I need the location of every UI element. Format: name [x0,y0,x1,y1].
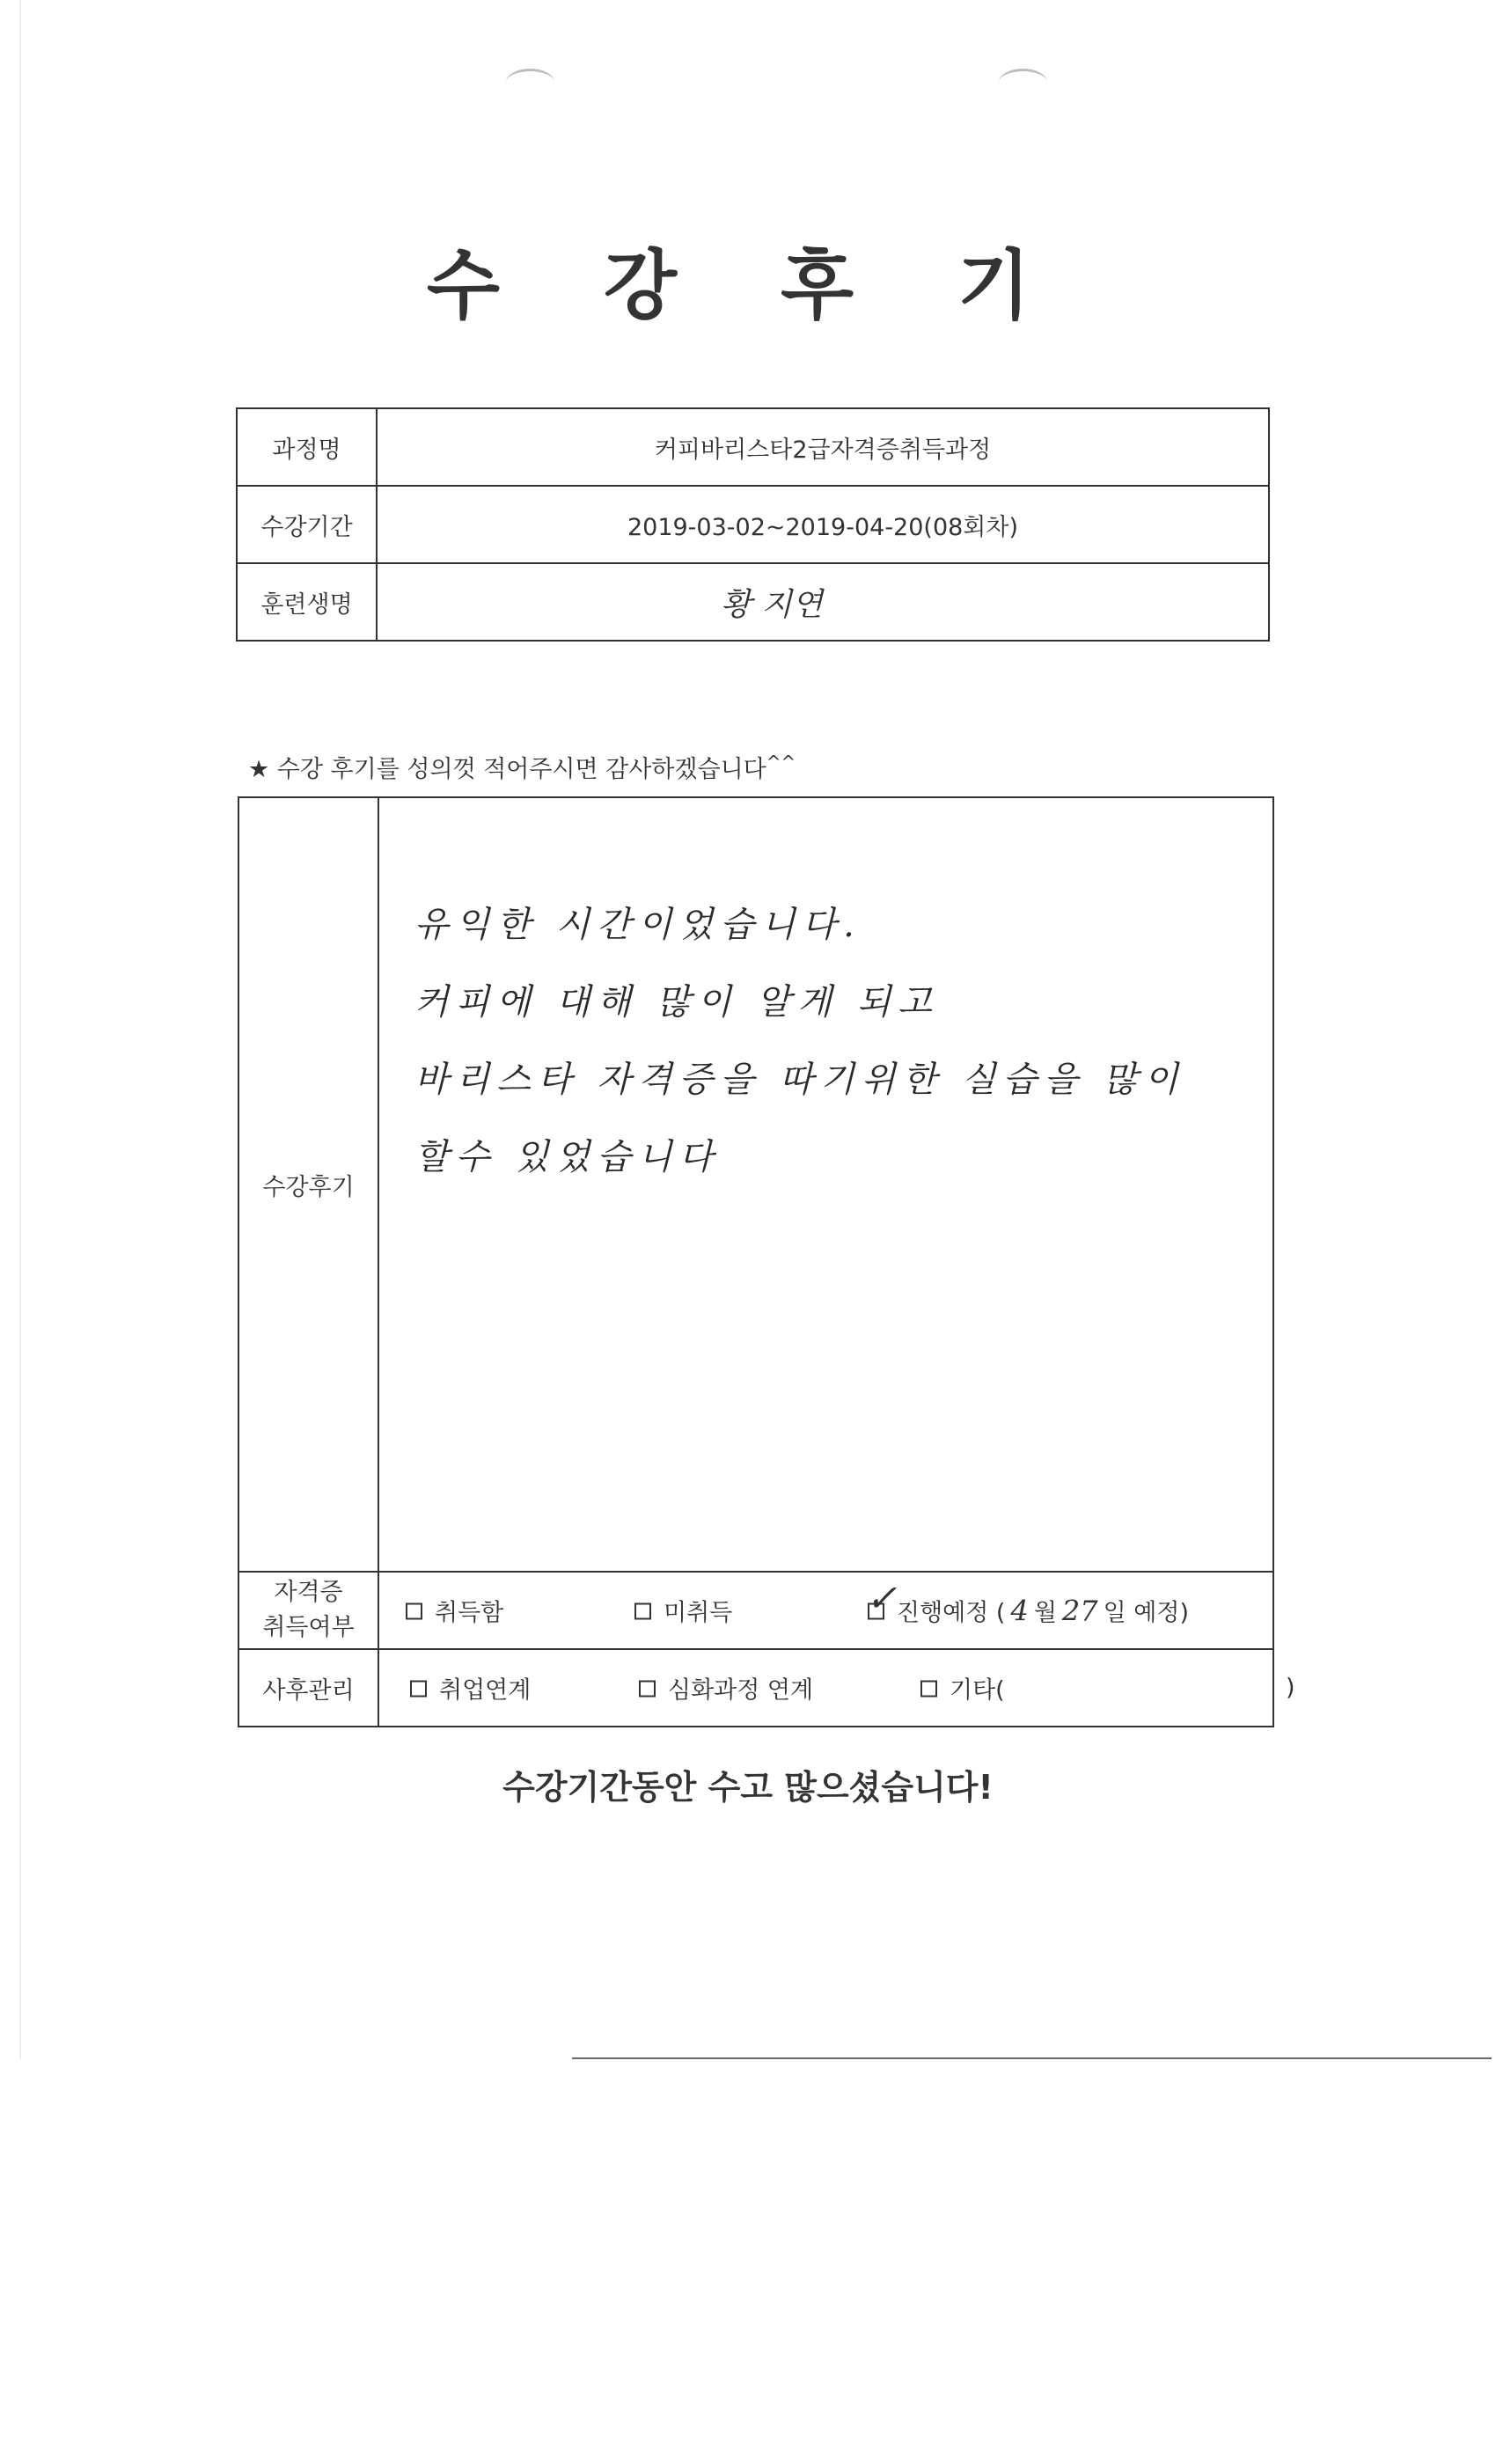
option-other[interactable] [920,1671,1005,1705]
certification-row [238,1572,1273,1649]
checkbox[interactable] [920,1681,937,1698]
aftercare-options [378,1649,1295,1727]
review-line: 유익한 시간이었습니다. [414,905,862,945]
scheduled-month: 4 [1010,1594,1029,1628]
review-label: 수강후기 [238,797,378,1572]
course-value: 커피바리스타2급자격증취득과정 [377,408,1269,486]
checkbox[interactable] [634,1603,651,1620]
period-row [237,486,1269,563]
option-other-close: ) [1286,1674,1295,1702]
scan-bottom-edge [572,2057,1492,2059]
course-label: 과정명 [237,408,377,486]
trainee-label: 훈련생명 [237,563,377,641]
review-line: 커피에 대해 많이 알게 되고 [414,982,939,1023]
review-line: 할수 있었습니다 [414,1137,721,1177]
notice-suffix: ^^ [766,752,796,773]
certification-label-line1: 자격증 [274,1579,343,1606]
day-unit: 일 예정) [1103,1599,1189,1627]
period-value: 2019-03-02~2019-04-20(08회차) [377,486,1269,563]
period-label: 수강기간 [237,486,377,563]
checkbox[interactable] [406,1603,422,1620]
review-line: 바리스타 자격증을 따기위한 실습을 많이 [414,1060,1185,1100]
option-job-linkage-label: 취업연계 [439,1676,532,1705]
notice-text [248,750,796,784]
course-row [237,408,1269,486]
option-not-acquired[interactable] [634,1594,732,1628]
certification-label-line2: 취득여부 [262,1614,355,1641]
option-scheduled[interactable] [866,1576,1189,1628]
checkbox[interactable] [639,1681,656,1698]
course-info-table [236,407,1270,642]
option-job-linkage[interactable] [410,1671,531,1705]
review-handwriting [414,886,1294,1196]
certification-label [238,1572,378,1649]
option-advanced-course-label: 심화과정 연계 [668,1676,814,1705]
aftercare-label: 사후관리 [238,1649,378,1727]
punch-hole-mark [999,69,1047,96]
certification-options [378,1572,1273,1649]
option-other-label: 기타( [950,1676,1005,1705]
aftercare-row [238,1649,1273,1727]
punch-hole-mark [506,69,554,96]
checkbox-checked[interactable] [866,1576,898,1620]
trainee-name-handwritten: 황 지연 [377,563,1269,641]
option-not-acquired-label: 미취득 [664,1599,733,1627]
trainee-row [237,563,1269,641]
notice-main: ★ 수강 후기를 성의껏 적어주시면 감사하겠습니다 [248,756,766,783]
option-acquired[interactable] [406,1594,503,1628]
option-advanced-course[interactable] [639,1671,813,1705]
scheduled-day: 27 [1061,1594,1098,1628]
check-mark-icon: ✓ [866,1576,898,1620]
review-content-area [378,797,1273,1572]
review-row [238,797,1273,1572]
review-table [238,796,1295,1727]
month-unit: 월 [1033,1599,1057,1627]
option-scheduled-label: 진행예정 ( [897,1599,1006,1627]
checkbox[interactable] [410,1681,427,1698]
page-title: 수 강 후 기 [426,242,1070,330]
closing-message: 수강기간동안 수고 많으셨습니다! [502,1768,994,1807]
option-acquired-label: 취득함 [435,1599,504,1627]
